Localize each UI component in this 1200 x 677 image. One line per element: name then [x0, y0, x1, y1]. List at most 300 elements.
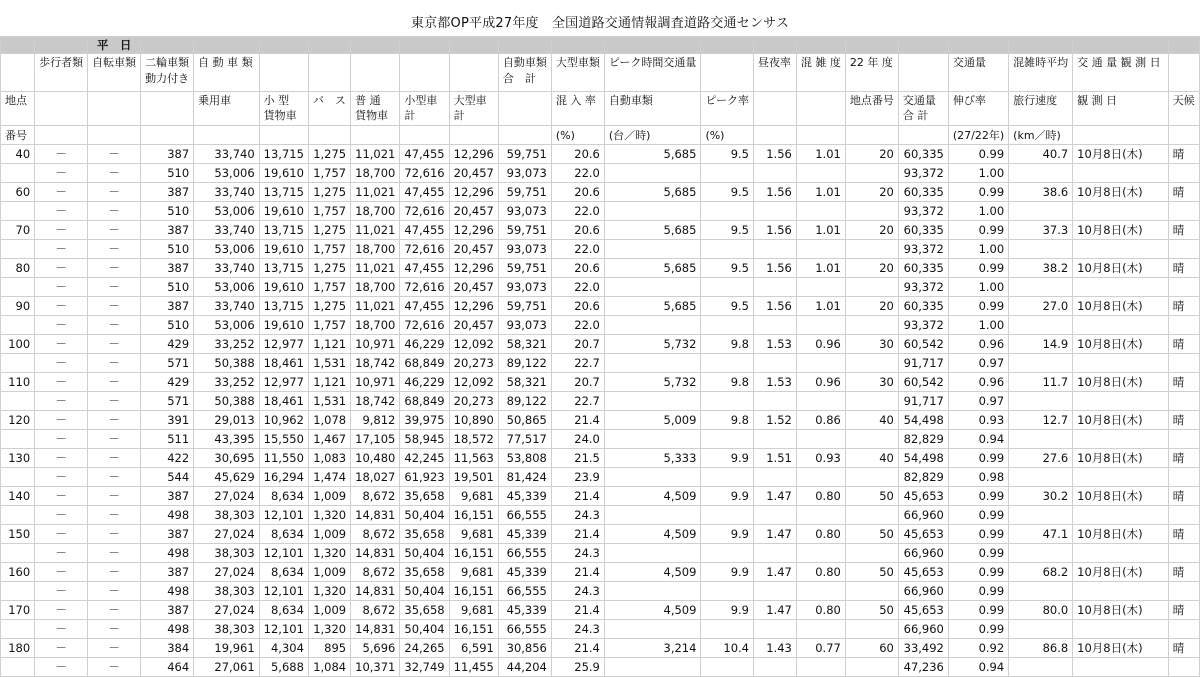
table-cell: 1.47	[754, 563, 797, 582]
table-cell: 464	[141, 658, 194, 677]
table-cell: 0.99	[948, 601, 1008, 620]
table-cell: 50	[845, 487, 898, 506]
table-cell: 22.0	[551, 278, 604, 297]
table-cell	[754, 582, 797, 601]
table-cell: 1,275	[308, 183, 350, 202]
header-cell: 天候	[1168, 92, 1199, 126]
table-cell: 91,717	[898, 392, 948, 411]
table-cell: －	[88, 639, 141, 658]
table-cell	[1009, 468, 1073, 487]
table-cell: 13,715	[259, 183, 308, 202]
table-cell: 19,610	[259, 278, 308, 297]
table-cell: －	[35, 430, 88, 449]
table-cell	[1009, 620, 1073, 639]
table-cell: 10,371	[351, 658, 400, 677]
header-bar-cell	[308, 37, 350, 54]
header-cell: 自動車類	[604, 92, 701, 126]
table-cell: 24.3	[551, 506, 604, 525]
table-cell: 47,455	[400, 183, 449, 202]
table-cell	[1168, 164, 1199, 183]
header-cell: ピーク時間交通量	[604, 54, 701, 92]
table-cell: 59,751	[498, 145, 551, 164]
table-cell	[796, 506, 845, 525]
table-cell: 1,320	[308, 544, 350, 563]
table-cell	[1073, 316, 1169, 335]
table-cell: －	[35, 145, 88, 164]
table-cell: 16,151	[449, 582, 498, 601]
table-cell: 33,740	[194, 297, 260, 316]
table-cell: 10月8日(木)	[1073, 411, 1169, 430]
table-cell: 384	[141, 639, 194, 658]
table-cell: 12,101	[259, 582, 308, 601]
table-cell	[604, 544, 701, 563]
table-cell: 0.86	[796, 411, 845, 430]
table-cell	[1073, 278, 1169, 297]
table-cell: 9,681	[449, 563, 498, 582]
header-cell	[701, 54, 754, 92]
header-cell: 伸び率	[948, 92, 1008, 126]
table-cell: 1,757	[308, 202, 350, 221]
table-cell	[1, 544, 35, 563]
table-cell: 21.4	[551, 525, 604, 544]
table-cell: 16,151	[449, 620, 498, 639]
table-cell: 27.0	[1009, 297, 1073, 316]
table-cell	[604, 202, 701, 221]
table-cell	[701, 544, 754, 563]
table-cell: 93,372	[898, 202, 948, 221]
table-cell: 9.5	[701, 183, 754, 202]
table-cell: 33,492	[898, 639, 948, 658]
table-cell: 9.8	[701, 373, 754, 392]
header-bar-cell	[259, 37, 308, 54]
table-cell: 35,658	[400, 525, 449, 544]
table-cell	[754, 392, 797, 411]
table-row	[1, 392, 1200, 411]
table-cell: 0.98	[948, 468, 1008, 487]
table-cell: 20.6	[551, 297, 604, 316]
table-cell: －	[88, 620, 141, 639]
table-cell: 13,715	[259, 145, 308, 164]
table-cell: 93,073	[498, 240, 551, 259]
table-cell: 72,616	[400, 240, 449, 259]
table-cell: 45,629	[194, 468, 260, 487]
header-cell: ピーク率	[701, 92, 754, 126]
table-cell: 0.96	[796, 373, 845, 392]
table-cell: 11,455	[449, 658, 498, 677]
table-cell: 10月8日(木)	[1073, 221, 1169, 240]
header-cell: 小型車 計	[400, 92, 449, 126]
table-cell: 0.99	[948, 259, 1008, 278]
table-cell: 59,751	[498, 221, 551, 240]
table-cell: 1.52	[754, 411, 797, 430]
table-cell: －	[35, 506, 88, 525]
table-cell: 13,715	[259, 259, 308, 278]
table-cell: 22.0	[551, 240, 604, 259]
table-cell: 1.00	[948, 202, 1008, 221]
table-cell: 20	[845, 259, 898, 278]
table-cell: －	[88, 430, 141, 449]
table-cell: 27,061	[194, 658, 260, 677]
table-cell: 24.3	[551, 544, 604, 563]
table-cell: 50,404	[400, 506, 449, 525]
table-cell: 50,865	[498, 411, 551, 430]
table-row	[1, 278, 1200, 297]
table-cell: －	[88, 202, 141, 221]
table-cell: 0.99	[948, 563, 1008, 582]
table-cell: 89,122	[498, 392, 551, 411]
table-cell: 45,339	[498, 525, 551, 544]
table-row	[1, 411, 1200, 430]
table-cell: 22.7	[551, 392, 604, 411]
table-cell	[754, 240, 797, 259]
table-cell: －	[35, 658, 88, 677]
header-bar-cell	[498, 37, 551, 54]
table-cell: 14,831	[351, 506, 400, 525]
table-row	[1, 297, 1200, 316]
table-cell: 5,685	[604, 145, 701, 164]
table-cell: 0.99	[948, 525, 1008, 544]
table-cell: 12.7	[1009, 411, 1073, 430]
table-cell: 66,555	[498, 620, 551, 639]
table-cell: －	[88, 506, 141, 525]
table-cell: 0.97	[948, 354, 1008, 373]
table-cell: 9.9	[701, 525, 754, 544]
table-cell	[1, 316, 35, 335]
table-cell: 37.3	[1009, 221, 1073, 240]
table-cell: 93,372	[898, 278, 948, 297]
table-cell: 45,339	[498, 487, 551, 506]
table-cell: 47,455	[400, 221, 449, 240]
table-cell: 8,672	[351, 487, 400, 506]
table-cell: 27,024	[194, 525, 260, 544]
table-cell: 24.3	[551, 582, 604, 601]
table-cell: 1,121	[308, 373, 350, 392]
table-cell: 10月8日(木)	[1073, 183, 1169, 202]
table-cell: 1,009	[308, 563, 350, 582]
table-cell: 1,121	[308, 335, 350, 354]
table-cell: 50,388	[194, 354, 260, 373]
table-cell	[1073, 354, 1169, 373]
table-cell: 3,214	[604, 639, 701, 658]
table-cell	[1009, 430, 1073, 449]
header-bar-cell	[845, 37, 898, 54]
table-cell	[1073, 240, 1169, 259]
table-cell: 60,335	[898, 259, 948, 278]
table-cell: 47,236	[898, 658, 948, 677]
header-cell: 乗用車	[194, 92, 260, 126]
header-cell: 自動車類 合 計	[498, 54, 551, 92]
table-cell: 9.5	[701, 221, 754, 240]
table-cell	[1, 582, 35, 601]
table-cell: 60	[845, 639, 898, 658]
table-cell: 53,006	[194, 240, 260, 259]
table-cell: 18,700	[351, 278, 400, 297]
table-cell	[604, 240, 701, 259]
header-bar-cell	[141, 37, 194, 54]
table-row	[1, 620, 1200, 639]
table-row	[1, 335, 1200, 354]
table-cell: 0.93	[948, 411, 1008, 430]
table-row	[1, 601, 1200, 620]
table-cell: 11,021	[351, 145, 400, 164]
table-cell: 38.6	[1009, 183, 1073, 202]
table-cell: 571	[141, 354, 194, 373]
header-cell	[88, 92, 141, 126]
table-cell: 14,831	[351, 582, 400, 601]
table-cell: 21.4	[551, 487, 604, 506]
table-cell: 16,151	[449, 506, 498, 525]
table-cell	[1, 468, 35, 487]
table-cell: 33,740	[194, 259, 260, 278]
table-cell: 46,229	[400, 335, 449, 354]
table-cell: 82,829	[898, 430, 948, 449]
table-cell	[604, 354, 701, 373]
table-cell	[1, 354, 35, 373]
table-cell: 1.00	[948, 316, 1008, 335]
table-cell	[1073, 582, 1169, 601]
table-cell: 387	[141, 297, 194, 316]
table-cell: 12,092	[449, 335, 498, 354]
table-cell: 12,101	[259, 544, 308, 563]
table-cell	[1009, 316, 1073, 335]
table-cell: 5,685	[604, 259, 701, 278]
table-cell	[701, 316, 754, 335]
table-cell: 晴	[1168, 639, 1199, 658]
table-cell: 20	[845, 183, 898, 202]
table-cell: 50	[845, 525, 898, 544]
table-cell	[604, 582, 701, 601]
table-cell: －	[88, 487, 141, 506]
table-cell: 9.9	[701, 449, 754, 468]
table-row	[1, 525, 1200, 544]
table-cell: 895	[308, 639, 350, 658]
header-cell: (27/22年)	[948, 126, 1008, 145]
table-cell: 9.5	[701, 145, 754, 164]
table-cell: 91,717	[898, 354, 948, 373]
table-cell: －	[88, 544, 141, 563]
table-cell: 11.7	[1009, 373, 1073, 392]
table-cell: 43,395	[194, 430, 260, 449]
table-cell: 30.2	[1009, 487, 1073, 506]
header-cell: 交通量	[948, 54, 1008, 92]
table-cell	[1168, 202, 1199, 221]
table-cell	[1073, 544, 1169, 563]
table-cell	[1, 620, 35, 639]
table-cell: 10,480	[351, 449, 400, 468]
table-cell: 45,653	[898, 487, 948, 506]
table-cell: 18,742	[351, 354, 400, 373]
table-cell	[1168, 278, 1199, 297]
header-cell: 自 動 車 類	[194, 54, 260, 92]
header-cell: 観 測 日	[1073, 92, 1169, 126]
header-cell	[1, 54, 35, 92]
table-cell: －	[88, 164, 141, 183]
table-cell	[796, 354, 845, 373]
table-cell: －	[35, 316, 88, 335]
table-cell: 429	[141, 335, 194, 354]
table-cell: 40	[845, 449, 898, 468]
table-cell: 120	[1, 411, 35, 430]
table-cell: 45,653	[898, 563, 948, 582]
table-cell: 11,021	[351, 259, 400, 278]
table-cell: 0.96	[948, 335, 1008, 354]
table-cell: 58,945	[400, 430, 449, 449]
table-cell: 544	[141, 468, 194, 487]
table-cell: 50,404	[400, 544, 449, 563]
table-cell	[604, 278, 701, 297]
table-cell: 18,461	[259, 354, 308, 373]
table-cell: 10,890	[449, 411, 498, 430]
table-cell: 5,685	[604, 183, 701, 202]
table-cell: 68,849	[400, 354, 449, 373]
table-cell: 19,610	[259, 316, 308, 335]
table-cell: 510	[141, 278, 194, 297]
table-cell: 42,245	[400, 449, 449, 468]
table-row	[1, 354, 1200, 373]
header-cell	[449, 126, 498, 145]
table-cell	[796, 164, 845, 183]
table-cell: －	[35, 392, 88, 411]
table-cell: 14,831	[351, 620, 400, 639]
table-cell: 24.3	[551, 620, 604, 639]
table-cell	[1, 164, 35, 183]
table-cell: 12,092	[449, 373, 498, 392]
table-cell: 19,610	[259, 164, 308, 183]
table-cell: 4,509	[604, 525, 701, 544]
table-cell: 100	[1, 335, 35, 354]
table-cell: 20	[845, 221, 898, 240]
header-cell	[1168, 54, 1199, 92]
header-cell: (%)	[701, 126, 754, 145]
table-cell: 22.7	[551, 354, 604, 373]
table-cell: 18,700	[351, 240, 400, 259]
table-cell	[845, 354, 898, 373]
table-cell: －	[88, 392, 141, 411]
table-cell: 11,021	[351, 183, 400, 202]
table-cell: 110	[1, 373, 35, 392]
table-cell: 9,681	[449, 487, 498, 506]
table-cell: 11,021	[351, 221, 400, 240]
table-cell: 4,509	[604, 563, 701, 582]
table-cell: 1,275	[308, 297, 350, 316]
table-cell: 20.6	[551, 221, 604, 240]
table-cell: －	[35, 202, 88, 221]
table-cell: 35,658	[400, 487, 449, 506]
header-row2	[1, 92, 1200, 126]
table-cell: 1,009	[308, 601, 350, 620]
table-cell	[1168, 392, 1199, 411]
table-row	[1, 240, 1200, 259]
table-row	[1, 183, 1200, 202]
table-cell	[1073, 468, 1169, 487]
table-cell: 66,555	[498, 582, 551, 601]
table-cell	[1073, 506, 1169, 525]
table-cell: 1.01	[796, 259, 845, 278]
table-cell	[1168, 582, 1199, 601]
table-cell	[1, 658, 35, 677]
table-cell: 1,275	[308, 145, 350, 164]
table-cell	[701, 620, 754, 639]
header-cell: 混雑時平均	[1009, 54, 1073, 92]
table-cell: 30	[845, 373, 898, 392]
header-bar-cell	[351, 37, 400, 54]
table-cell: 20,457	[449, 278, 498, 297]
table-cell: －	[88, 278, 141, 297]
table-cell	[1009, 392, 1073, 411]
header-bar-cell	[449, 37, 498, 54]
table-cell: 14.9	[1009, 335, 1073, 354]
table-cell: 0.80	[796, 563, 845, 582]
header-bar-cell	[400, 37, 449, 54]
table-cell: 1.56	[754, 297, 797, 316]
table-cell: 晴	[1168, 183, 1199, 202]
header-cell	[400, 126, 449, 145]
table-cell: 38,303	[194, 506, 260, 525]
table-cell: －	[88, 221, 141, 240]
table-cell: 10.4	[701, 639, 754, 658]
table-cell: 170	[1, 601, 35, 620]
table-cell: 10月8日(木)	[1073, 563, 1169, 582]
table-cell	[1009, 164, 1073, 183]
table-cell: －	[35, 582, 88, 601]
table-cell: 20.7	[551, 335, 604, 354]
header-cell	[845, 126, 898, 145]
table-cell	[796, 582, 845, 601]
table-cell: 33,740	[194, 221, 260, 240]
table-cell: －	[35, 183, 88, 202]
header-cell: 地点	[1, 92, 35, 126]
table-cell: 9,812	[351, 411, 400, 430]
header-cell	[754, 126, 797, 145]
table-cell: －	[35, 240, 88, 259]
table-cell	[1073, 430, 1169, 449]
table-cell: －	[88, 373, 141, 392]
table-cell: －	[88, 145, 141, 164]
table-cell: 8,634	[259, 601, 308, 620]
table-cell: 晴	[1168, 373, 1199, 392]
table-cell: 47,455	[400, 259, 449, 278]
table-cell	[604, 658, 701, 677]
table-cell: 1.01	[796, 221, 845, 240]
table-cell: 80.0	[1009, 601, 1073, 620]
header-cell: (%)	[551, 126, 604, 145]
table-cell: 5,732	[604, 373, 701, 392]
table-cell: 1.47	[754, 601, 797, 620]
table-cell: 1,078	[308, 411, 350, 430]
header-cell	[35, 126, 88, 145]
table-cell: 0.99	[948, 297, 1008, 316]
table-cell: 1,757	[308, 278, 350, 297]
header-cell: バ ス	[308, 92, 350, 126]
table-cell	[604, 468, 701, 487]
table-cell: 77,517	[498, 430, 551, 449]
table-cell: 0.96	[796, 335, 845, 354]
table-cell	[845, 468, 898, 487]
table-cell: 53,006	[194, 202, 260, 221]
table-cell	[604, 164, 701, 183]
table-cell: 130	[1, 449, 35, 468]
table-cell	[1168, 506, 1199, 525]
table-cell: －	[88, 411, 141, 430]
table-cell: 18,700	[351, 164, 400, 183]
table-cell: 8,672	[351, 601, 400, 620]
table-cell: 1.01	[796, 297, 845, 316]
header-bar-cell	[948, 37, 1008, 54]
table-cell: 10月8日(木)	[1073, 449, 1169, 468]
table-cell: 8,634	[259, 525, 308, 544]
table-cell: 59,751	[498, 183, 551, 202]
table-cell: 20.7	[551, 373, 604, 392]
